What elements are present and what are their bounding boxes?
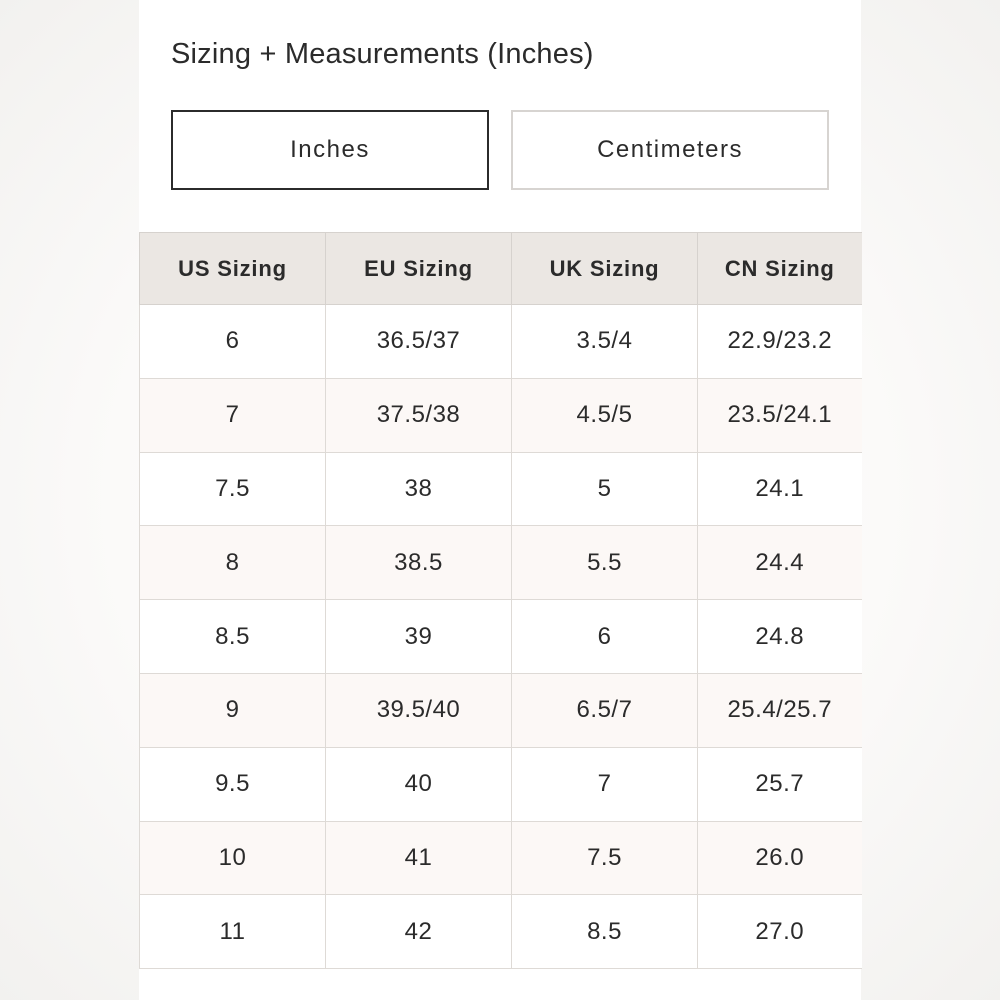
- cell-us: 7.5: [140, 452, 326, 526]
- cell-cn: 27.0: [698, 895, 862, 969]
- cell-us: 11: [140, 895, 326, 969]
- cell-eu: 37.5/38: [326, 378, 512, 452]
- cell-us: 9: [140, 673, 326, 747]
- table-row: [140, 600, 862, 674]
- table-row: [140, 673, 862, 747]
- inches-toggle-button[interactable]: [171, 110, 489, 190]
- column-header-cn: CN Sizing: [698, 233, 862, 305]
- table-row: [140, 305, 862, 379]
- cell-uk: 8.5: [512, 895, 698, 969]
- cell-eu: 39.5/40: [326, 673, 512, 747]
- cell-uk: 4.5/5: [512, 378, 698, 452]
- cell-uk: 7: [512, 747, 698, 821]
- cell-eu: 36.5/37: [326, 305, 512, 379]
- cell-us: 9.5: [140, 747, 326, 821]
- cell-cn: 25.4/25.7: [698, 673, 862, 747]
- cell-uk: 6: [512, 600, 698, 674]
- cell-uk: 7.5: [512, 821, 698, 895]
- cell-cn: 23.5/24.1: [698, 378, 862, 452]
- cell-cn: 22.9/23.2: [698, 305, 862, 379]
- cell-eu: 39: [326, 600, 512, 674]
- cell-eu: 40: [326, 747, 512, 821]
- cell-uk: 6.5/7: [512, 673, 698, 747]
- cell-cn: 24.1: [698, 452, 862, 526]
- cell-cn: 24.4: [698, 526, 862, 600]
- cell-us: 8: [140, 526, 326, 600]
- cell-eu: 38.5: [326, 526, 512, 600]
- cell-uk: 5: [512, 452, 698, 526]
- cell-eu: 42: [326, 895, 512, 969]
- table-row: [140, 895, 862, 969]
- table-row: [140, 821, 862, 895]
- centimeters-toggle-label: Centimeters: [597, 136, 743, 163]
- cell-us: 7: [140, 378, 326, 452]
- inches-toggle-label: Inches: [290, 136, 370, 163]
- size-chart-panel: [139, 0, 861, 1000]
- cell-cn: 24.8: [698, 600, 862, 674]
- cell-uk: 3.5/4: [512, 305, 698, 379]
- cell-eu: 38: [326, 452, 512, 526]
- size-table-body: [140, 305, 862, 969]
- table-row: [140, 378, 862, 452]
- cell-cn: 26.0: [698, 821, 862, 895]
- column-header-eu: EU Sizing: [326, 233, 512, 305]
- header-row: [140, 233, 862, 305]
- column-header-us: US Sizing: [140, 233, 326, 305]
- table-row: [140, 526, 862, 600]
- cell-cn: 25.7: [698, 747, 862, 821]
- cell-eu: 41: [326, 821, 512, 895]
- cell-us: 10: [140, 821, 326, 895]
- size-table-container: [139, 232, 861, 969]
- centimeters-toggle-button[interactable]: [511, 110, 829, 190]
- cell-uk: 5.5: [512, 526, 698, 600]
- size-table-header: [140, 233, 862, 305]
- column-header-uk: UK Sizing: [512, 233, 698, 305]
- size-table: [139, 232, 862, 969]
- cell-us: 6: [140, 305, 326, 379]
- cell-us: 8.5: [140, 600, 326, 674]
- page-title: Sizing + Measurements (Inches): [171, 38, 594, 70]
- table-row: [140, 747, 862, 821]
- table-row: [140, 452, 862, 526]
